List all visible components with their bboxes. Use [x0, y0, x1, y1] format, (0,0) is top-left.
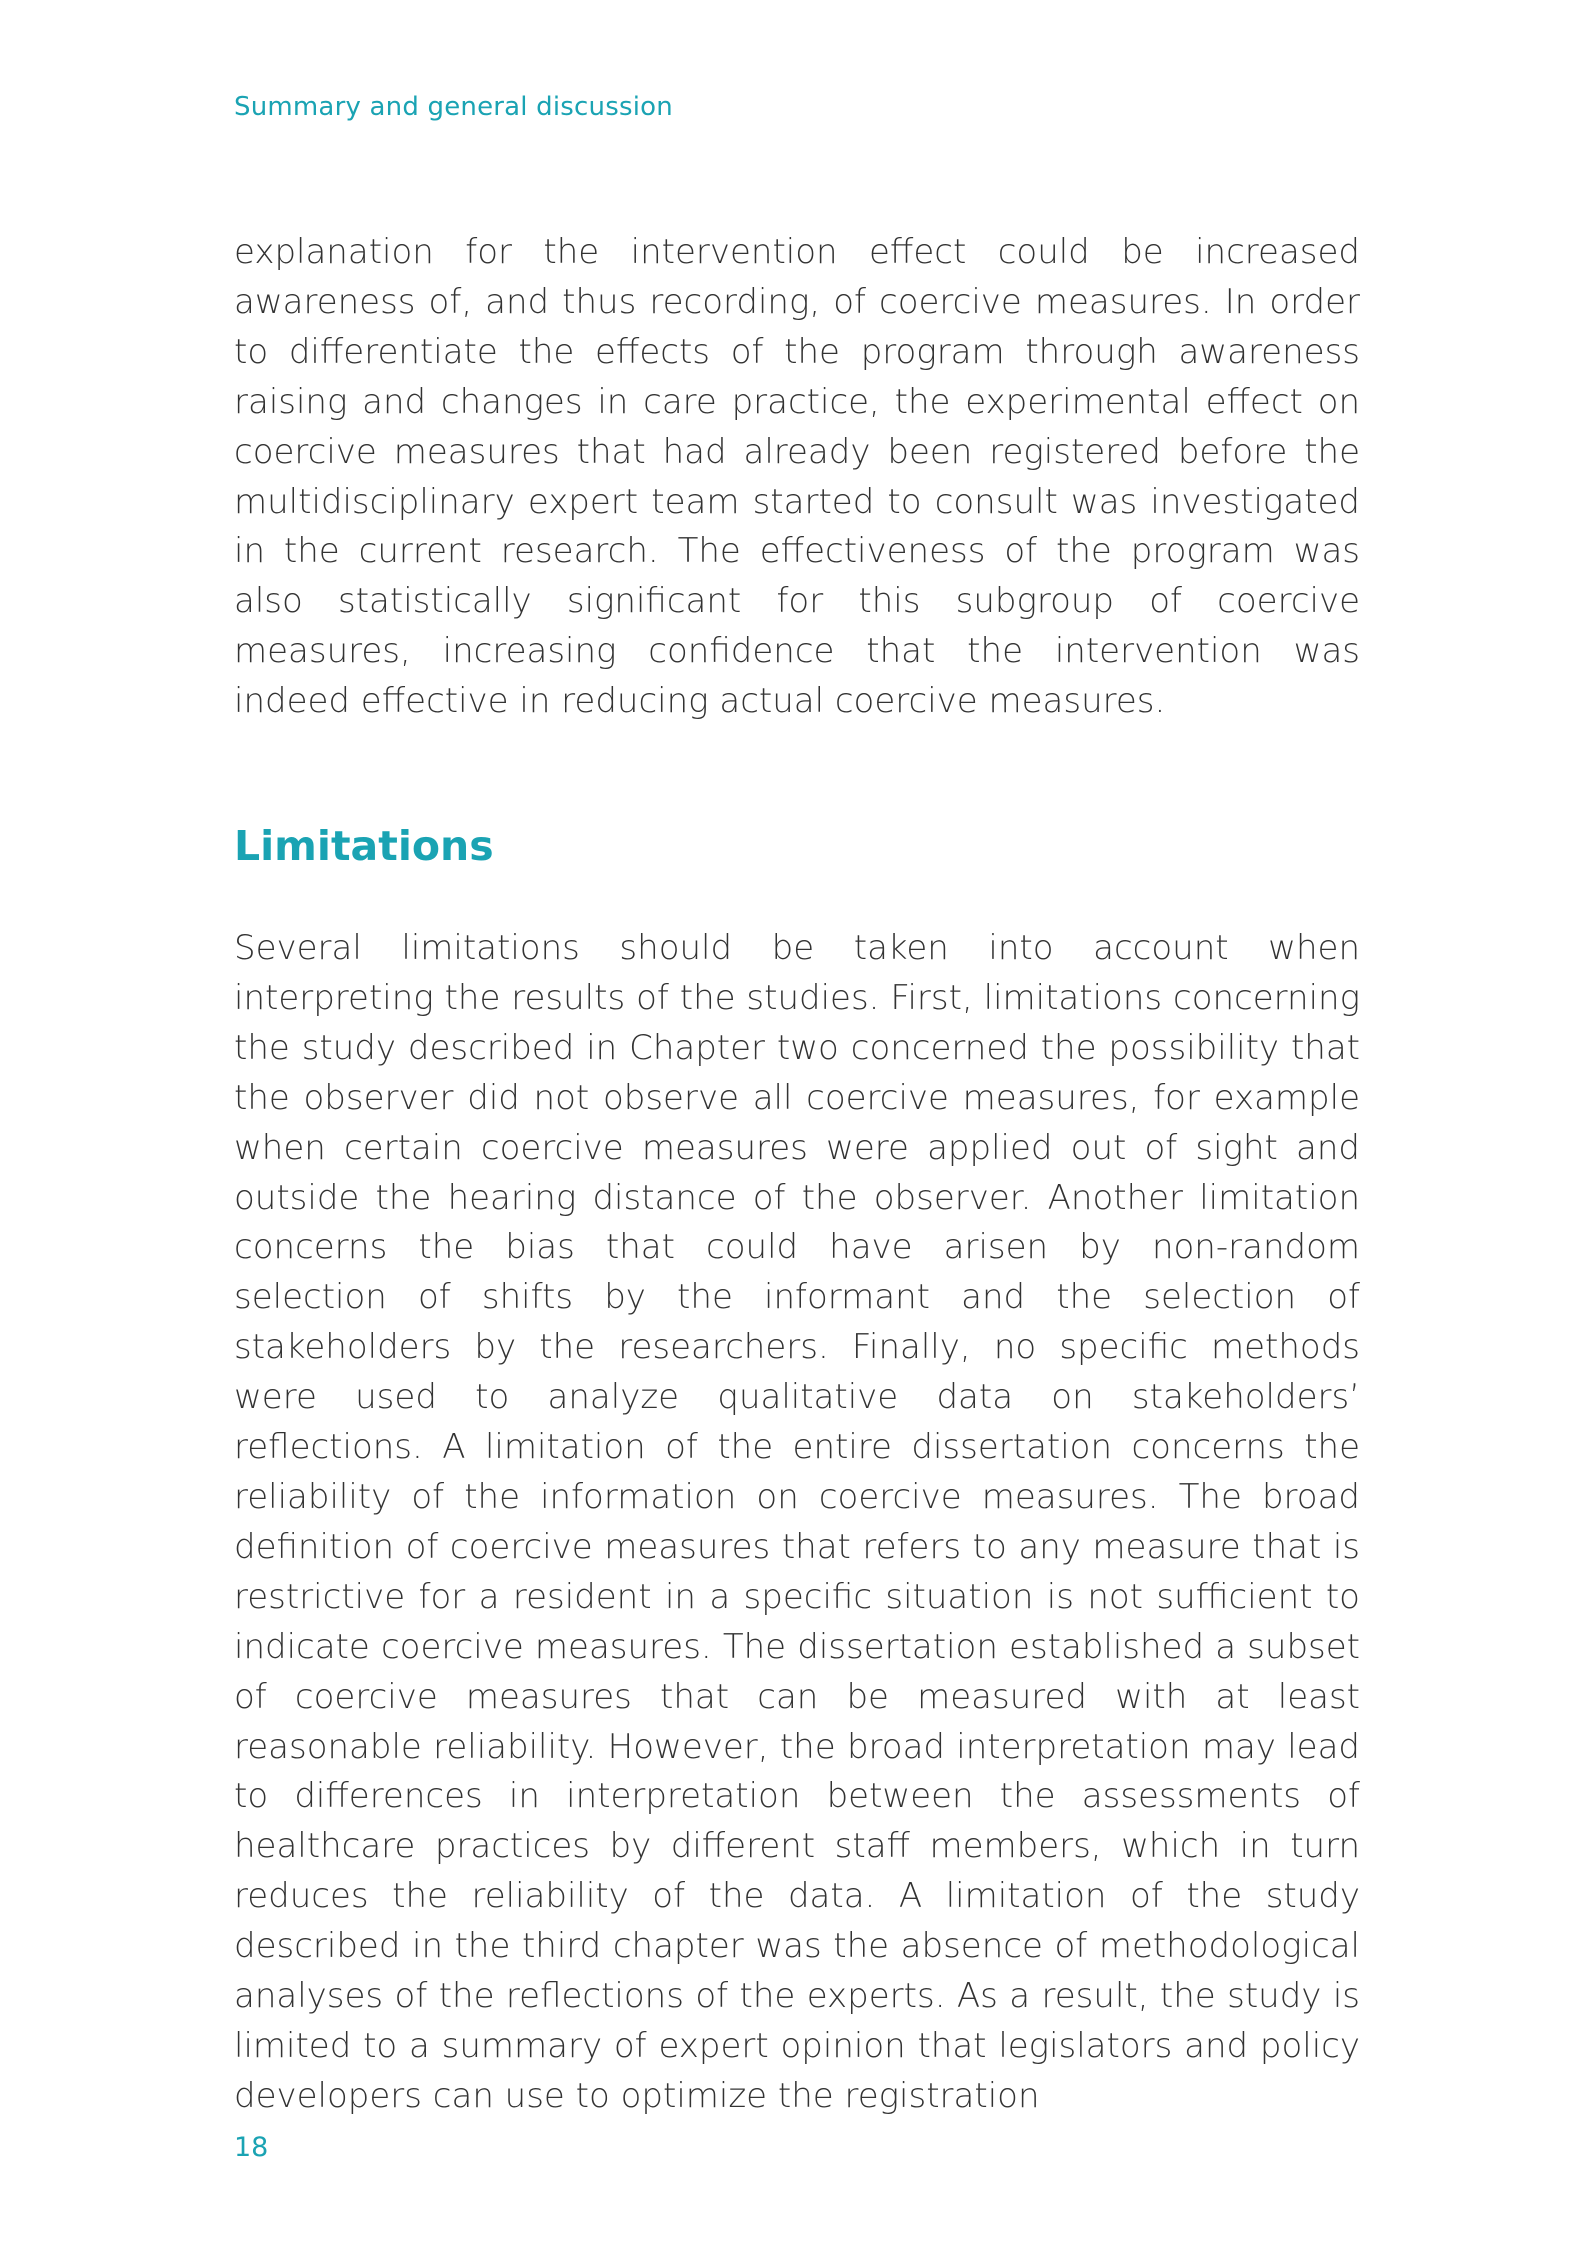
- section-heading-limitations: Limitations: [234, 822, 494, 870]
- paragraph-intervention-effect: explanation for the intervention effect could be increased awareness of, and thus recording, of coercive measures. In order to differentiate the effects of the program through awareness raising and changes in care practice, the experimental effect on coercive measures that had already been registered before the multidisciplinary expert team started to consult was investigated in the current research. The effectiveness of the program was also statistically significant for this subgroup of coercive measures, increasing confidence that the intervention was indeed effective in reducing actual coercive measures.: [234, 232, 1360, 722]
- running-header: Summary and general discussion: [234, 92, 673, 122]
- limitations-text-block: [234, 924, 1360, 2122]
- paragraph-limitations: Several limitations should be taken into account when interpreting the results of the studies. First, limitations concerning the study described in Chapter two concerned the possibility that the observer did not observe all coercive measures, for example when certain coercive measures were applied out of sight and outside the hearing distance of the observer. Another limitation concerns the bias that could have arisen by non-random selection of shifts by the informant and the selection of stakeholders by the researchers. Finally, no specific methods were used to analyze qualitative data on stakeholders’ reflections. A limitation of the entire dissertation concerns the reliability of the information on coercive measures. The broad definition of coercive measures that refers to any measure that is restrictive for a resident in a specific situation is not sufficient to indicate coercive measures. The dissertation established a subset of coercive measures that can be measured with at least reasonable reliability. However, the broad interpretation may lead to differences in interpretation between the assessments of healthcare practices by different staff members, which in turn reduces the reliability of the data. A limitation of the study described in the third chapter was the absence of methodological analyses of the reflections of the experts. As a result, the study is limited to a summary of expert opinion that legislators and policy developers can use to optimize the registration: [234, 928, 1360, 2116]
- page-number: 18: [234, 2132, 269, 2163]
- body-text-block: [234, 228, 1360, 727]
